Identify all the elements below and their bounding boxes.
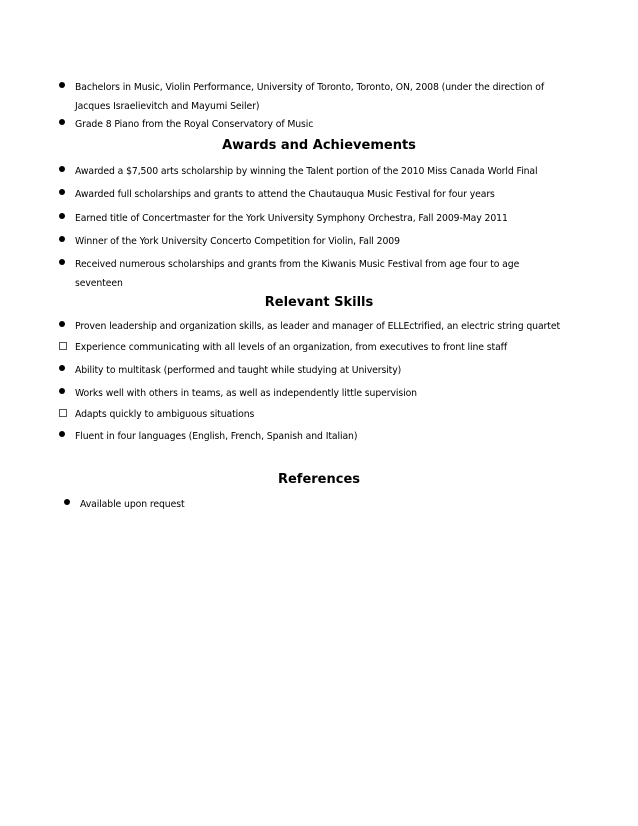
bullet-icon: [58, 209, 70, 224]
bullet-icon: [58, 232, 70, 247]
skill-item-text: Experience communicating with all levels of an organization, from executives to front line staff: [75, 342, 508, 353]
skill-item-text: Ability to multitask (performed and taught while studying at University): [75, 365, 402, 376]
awards-heading: Awards and Achievements: [222, 138, 416, 153]
education-item-text: Bachelors in Music, Violin Performance, University of Toronto, Toronto, ON, 2008 (under the direction of Jacques Israelievitch and Mayumi Seiler): [75, 82, 545, 112]
reference-item-text: Available upon request: [80, 499, 185, 510]
award-item-text: Earned title of Concertmaster for the York University Symphony Orchestra, Fall 2009-May 2011: [75, 213, 508, 224]
skill-item-text: Fluent in four languages (English, French, Spanish and Italian): [75, 431, 358, 442]
bullet-icon: [58, 162, 70, 177]
skills-heading: Relevant Skills: [264, 295, 374, 310]
checkbox-bullet-icon: [58, 338, 70, 353]
bullet-icon: [58, 317, 70, 332]
bullet-icon: [58, 255, 70, 270]
skill-item-text: Adapts quickly to ambiguous situations: [75, 409, 255, 420]
skill-item-text: Works well with others in teams, as well as independently little supervision: [75, 388, 417, 399]
bullet-icon: [63, 495, 75, 510]
checkbox-bullet-icon: [58, 405, 70, 420]
education-item-text: Grade 8 Piano from the Royal Conservatory of Music: [75, 119, 314, 130]
bullet-icon: [58, 427, 70, 442]
bullet-icon: [58, 384, 70, 399]
award-item-text: Awarded a $7,500 arts scholarship by winning the Talent portion of the 2010 Miss Canada World Final: [75, 166, 538, 177]
bullet-icon: [58, 185, 70, 200]
award-item-text: Winner of the York University Concerto Competition for Violin, Fall 2009: [75, 236, 400, 247]
bullet-icon: [58, 361, 70, 376]
bullet-icon: [58, 78, 70, 93]
references-heading: References: [277, 472, 361, 487]
award-item-text: Received numerous scholarships and grants from the Kiwanis Music Festival from age four to age seventeen: [75, 259, 520, 289]
bullet-icon: [58, 115, 70, 130]
award-item-text: Awarded full scholarships and grants to attend the Chautauqua Music Festival for four years: [75, 189, 495, 200]
skill-item-text: Proven leadership and organization skills, as leader and manager of ELLEctrified, an electric string quartet: [75, 321, 560, 332]
